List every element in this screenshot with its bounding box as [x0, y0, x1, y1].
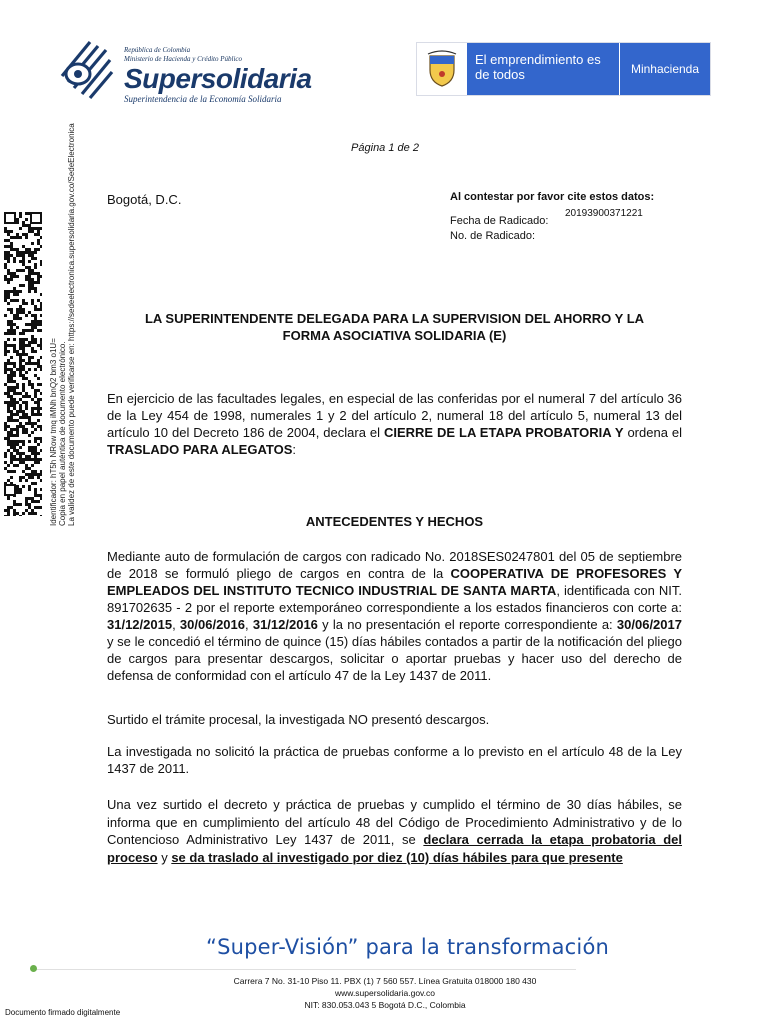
government-banner [416, 42, 711, 96]
no-radicado-label: No. de Radicado: [450, 230, 535, 242]
p2-date-3: 31/12/2016 [252, 617, 318, 632]
minhacienda-label: Minhacienda [620, 43, 710, 95]
side-line-validity: La validez de este documento puede verificarse en: https://sedeelectronica.supersolidaria.gov.co/SedeElectronica [67, 123, 76, 526]
p5-text-c: y [157, 849, 172, 865]
document-title [107, 310, 682, 344]
footer-address-line-1: Carrera 7 No. 31-10 Piso 11. PBX (1) 7 560 557. Línea Gratuita 018000 180 430 [233, 976, 537, 986]
city-label: Bogotá, D.C. [107, 192, 182, 207]
p2-text-a: Mediante auto de formulación de cargos con radicado No. 2018SES0247801 del 05 de septiembre de 2018 se formuló pliego de cargos en contra de la [107, 549, 682, 581]
brand-subtitle: Superintendencia de la Economía Solidaria [124, 94, 282, 104]
footer-address [0, 975, 770, 1011]
p2-text-c: , identificada con NIT. 891702635 - 2 por el reporte extemporáneo correspondiente a los estados financieros con corte a: [107, 583, 682, 615]
p1-text-e: : [292, 442, 296, 457]
p2-date-1: 31/12/2015 [107, 617, 173, 632]
gov-line-1: República de Colombia [124, 46, 191, 54]
p1-text-c: ordena el [623, 425, 682, 440]
paragraph-traslado [107, 796, 682, 866]
emprendimiento-label: El emprendimiento es de todos [467, 43, 620, 95]
paragraph-antecedentes [107, 548, 682, 684]
p1-bold-traslado: TRASLADO PARA ALEGATOS [107, 442, 293, 457]
side-verification-text [49, 66, 76, 526]
shield-box [417, 43, 467, 95]
gov-line-2: Ministerio de Hacienda y Crédito Público [124, 55, 243, 63]
supersolidaria-logo-icon [56, 36, 114, 100]
paragraph-pruebas: La investigada no solicitó la práctica de pruebas conforme a lo previsto en el artículo 48 de la Ley 1437 de 2011. [107, 744, 682, 776]
p2-text-f: y se le concedió el término de quince (15) días hábiles contados a partir de la notificación del pliego de cargos para presentar descargos, solicitar o aportar pruebas y hacer uso del derecho de defensa de conformidad con el artículo 47 de la Ley 1437 de 2011. [107, 634, 682, 683]
title-line-2: FORMA ASOCIATIVA SOLIDARIA (E) [282, 328, 507, 343]
paragraph-facultades [107, 390, 682, 458]
p2-sep-1: , [172, 617, 180, 632]
footer-divider [36, 969, 576, 970]
title-line-1: LA SUPERINTENDENTE DELEGADA PARA LA SUPERVISION DEL AHORRO Y LA [144, 311, 645, 326]
p5-bold-traslado: se da traslado al investigado por diez (10) días hábiles para que presente [171, 849, 623, 865]
brand-name: Supersolidaria [124, 63, 312, 94]
brand-block [124, 46, 324, 104]
p2-bold-cooperativa: COOPERATIVA DE PROFESORES Y EMPLEADOS DEL INSTITUTO TECNICO INDUSTRIAL DE SANTA MARTA [107, 566, 682, 598]
p2-text-e: y la no presentación el reporte correspondiente a: [317, 617, 617, 632]
radicado-number: 20193900371221 [565, 208, 643, 219]
p2-date-2: 30/06/2016 [179, 617, 245, 632]
paragraph-descargos: Surtido el trámite procesal, la investigada NO presentó descargos. [107, 712, 490, 727]
footer-slogan-row [30, 935, 710, 975]
footer-slogan: “Super-Visión” para la transformación [206, 935, 609, 959]
qr-code-icon [4, 212, 42, 516]
p5-text-a: Una vez surtido el decreto y práctica de pruebas y cumplido el término de 30 días hábiles, se informa que en cumplimiento del artículo 48 del Código de Procedimiento Administrativo y de lo Contencioso Administrativo Ley 1437 de 2011, se [107, 797, 682, 847]
side-line-identifier: Identificador: hT5h NRow tmq iMNh bnQ2 bm3 o1U= [49, 338, 58, 526]
fecha-radicado-label: Fecha de Radicado: [450, 215, 549, 227]
p2-sep-2: , [245, 617, 253, 632]
section-title: ANTECEDENTES Y HECHOS [305, 514, 484, 529]
p2-date-4: 30/06/2017 [616, 617, 682, 632]
p1-bold-cierre: CIERRE DE LA ETAPA PROBATORIA Y [383, 425, 624, 440]
green-dot-icon [30, 965, 37, 972]
signed-digitally-note: Documento firmado digitalmente [5, 1008, 121, 1017]
side-line-copy: Copia en papel auténtica de documento electrónico. [58, 341, 67, 526]
page-number: Página 1 de 2 [351, 142, 419, 154]
reply-reference-block [450, 190, 690, 244]
footer-nit: NIT: 830.053.043 5 Bogotá D.C., Colombia [304, 1000, 466, 1010]
colombia-shield-icon [426, 50, 458, 88]
p5-bold-cerrada: declara cerrada la etapa probatoria del proceso [107, 832, 683, 865]
reply-label: Al contestar por favor cite estos datos: [450, 191, 655, 203]
p1-text-a: En ejercicio de las facultades legales, en especial de las conferidas por el numeral 7 del artículo 36 de la Ley 454 de 1998, numerales 1 y 2 del artículo 2, numeral 18 del artículo 5, numeral 13 del artículo 10 del Decreto 186 de 2004, declara el [107, 391, 682, 440]
footer-website-link[interactable]: www.supersolidaria.gov.co [335, 988, 435, 998]
